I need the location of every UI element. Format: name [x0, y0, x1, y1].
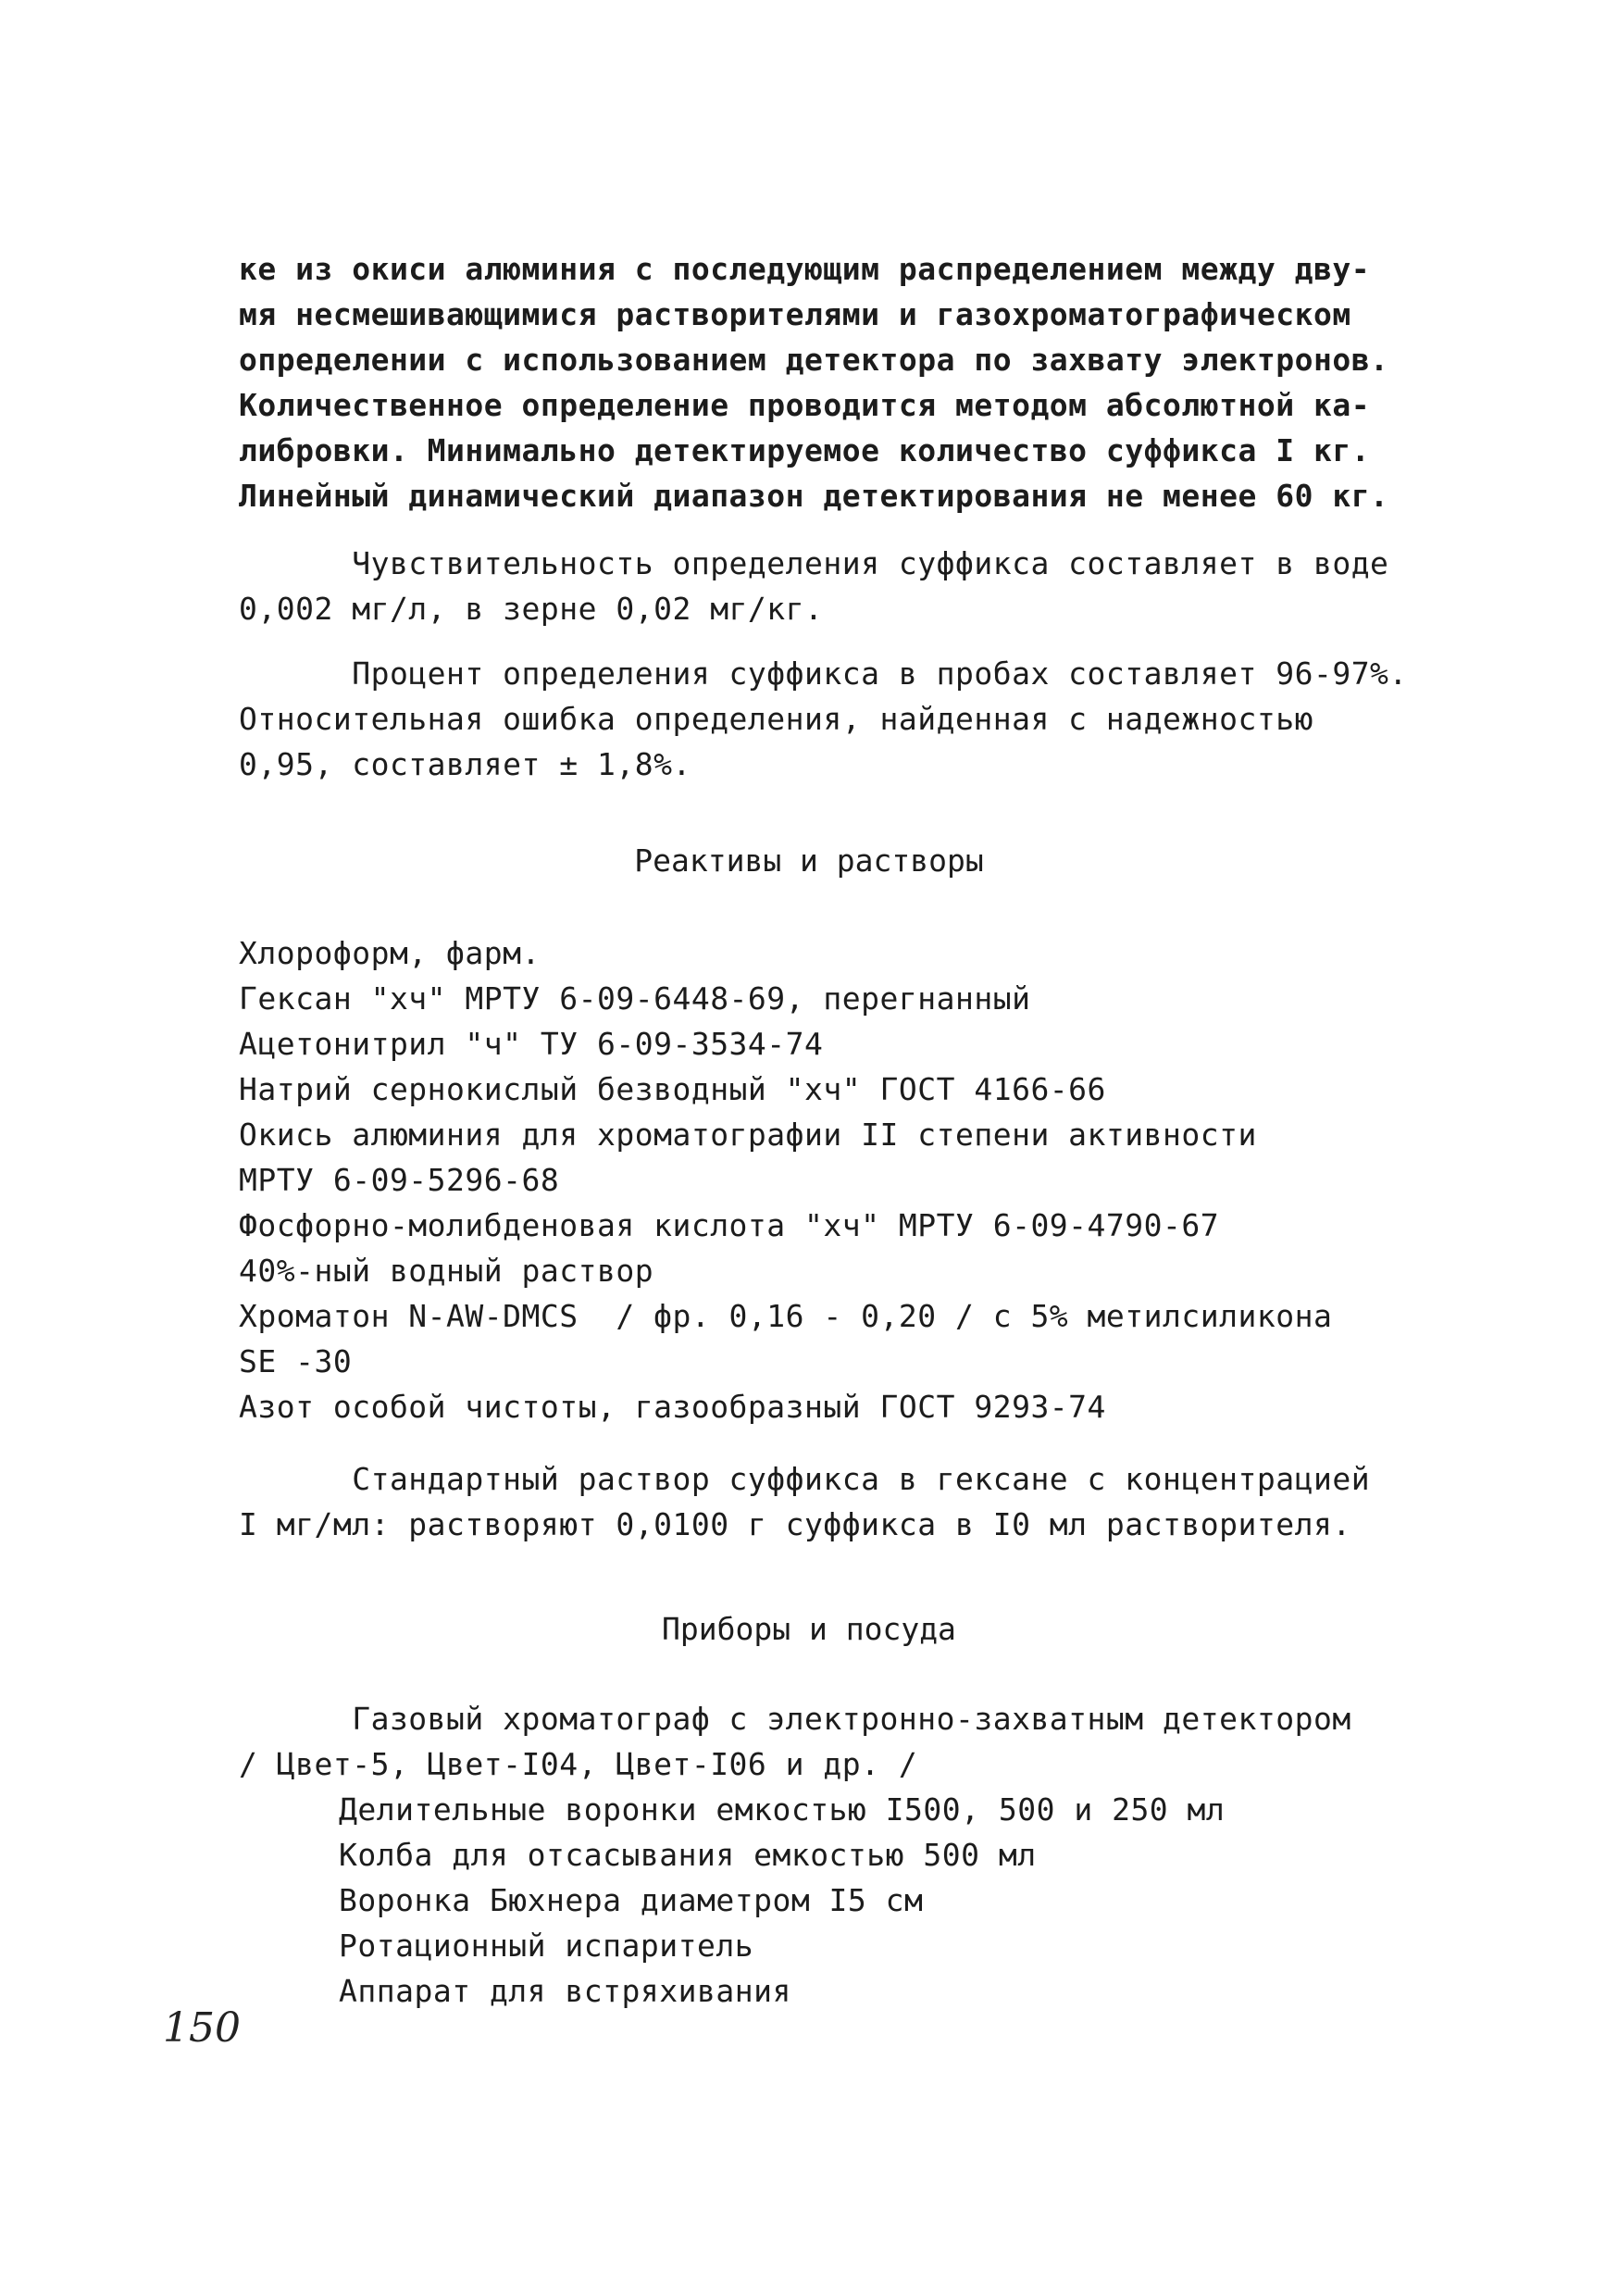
list-item: Азот особой чистоты, газообразный ГОСТ 9293-74	[239, 1389, 1106, 1425]
standard-solution-paragraph	[239, 1456, 1442, 1547]
list-item: Гексан "хч" МРТУ 6-09-6448-69, перегнанный	[239, 980, 1031, 1017]
equipment-heading: Приборы и посуда	[662, 1611, 956, 1647]
text-line: Количественное определение проводится методом абсолютной ка-	[239, 387, 1371, 423]
text-line: Чувствительность определения суффикса составляет в воде	[239, 545, 1389, 581]
text-line: / Цвет-5, Цвет-I04, Цвет-I06 и др. /	[239, 1746, 918, 1782]
text-line: I мг/мл: растворяют 0,0100 г суффикса в I0 мл растворителя.	[239, 1506, 1351, 1542]
text-line: либровки. Минимально детектируемое количество суффикса I кг.	[239, 432, 1371, 468]
sensitivity-paragraph	[239, 541, 1442, 631]
list-item: Фосфорно-молибденовая кислота "хч" МРТУ 6-09-4790-67	[239, 1207, 1220, 1243]
list-item: Натрий сернокислый безводный "хч" ГОСТ 4166-66	[239, 1071, 1106, 1107]
list-item: Аппарат для встряхивания	[339, 1973, 791, 2009]
text-line: 0,002 мг/л, в зерне 0,02 мг/кг.	[239, 591, 824, 627]
text-line: Газовый хроматограф с электронно-захватным детектором	[239, 1701, 1351, 1737]
recovery-paragraph	[239, 651, 1442, 787]
page-number: 150	[163, 2004, 241, 2052]
text-line: ке из окиси алюминия с последующим распределением между дву-	[239, 251, 1371, 287]
equipment-list	[239, 1787, 1442, 2014]
text-line: Линейный динамический диапазон детектирования не менее 60 кг.	[239, 478, 1389, 514]
list-item: Делительные воронки емкостью I500, 500 и 250 мл	[339, 1791, 1226, 1828]
text-line: Стандартный раствор суффикса в гексане с концентрацией	[239, 1461, 1371, 1497]
text-line: 0,95, составляет ± 1,8%.	[239, 746, 691, 782]
text-line: Относительная ошибка определения, найденная с надежностью	[239, 701, 1313, 737]
list-item: МРТУ 6-09-5296-68	[239, 1162, 560, 1198]
text-line: Процент определения суффикса в пробах составляет 96-97%.	[239, 655, 1408, 692]
list-item: SE -30	[239, 1343, 353, 1379]
list-item: Ацетонитрил "ч" ТУ 6-09-3534-74	[239, 1026, 824, 1062]
equipment-intro	[239, 1696, 1442, 1787]
list-item: Окись алюминия для хроматографии II степени активности	[239, 1117, 1257, 1153]
list-item: Колба для отсасывания емкостью 500 мл	[339, 1837, 1037, 1873]
intro-paragraph	[239, 246, 1442, 518]
list-item: Воронка Бюхнера диаметром I5 см	[339, 1882, 924, 1918]
list-item: 40%-ный водный раствор	[239, 1253, 654, 1289]
list-item: Хроматон N-AW-DMCS / фр. 0,16 - 0,20 / с 5% метилсиликона	[239, 1298, 1333, 1334]
reagents-heading: Реактивы и растворы	[634, 842, 984, 879]
list-item: Ротационный испаритель	[339, 1928, 754, 1964]
list-item: Хлороформ, фарм.	[239, 935, 541, 971]
reagents-list	[239, 930, 1442, 1429]
text-line: мя несмешивающимися растворителями и газохроматографическом	[239, 296, 1351, 332]
text-line: определении с использованием детектора по захвату электронов.	[239, 342, 1389, 378]
